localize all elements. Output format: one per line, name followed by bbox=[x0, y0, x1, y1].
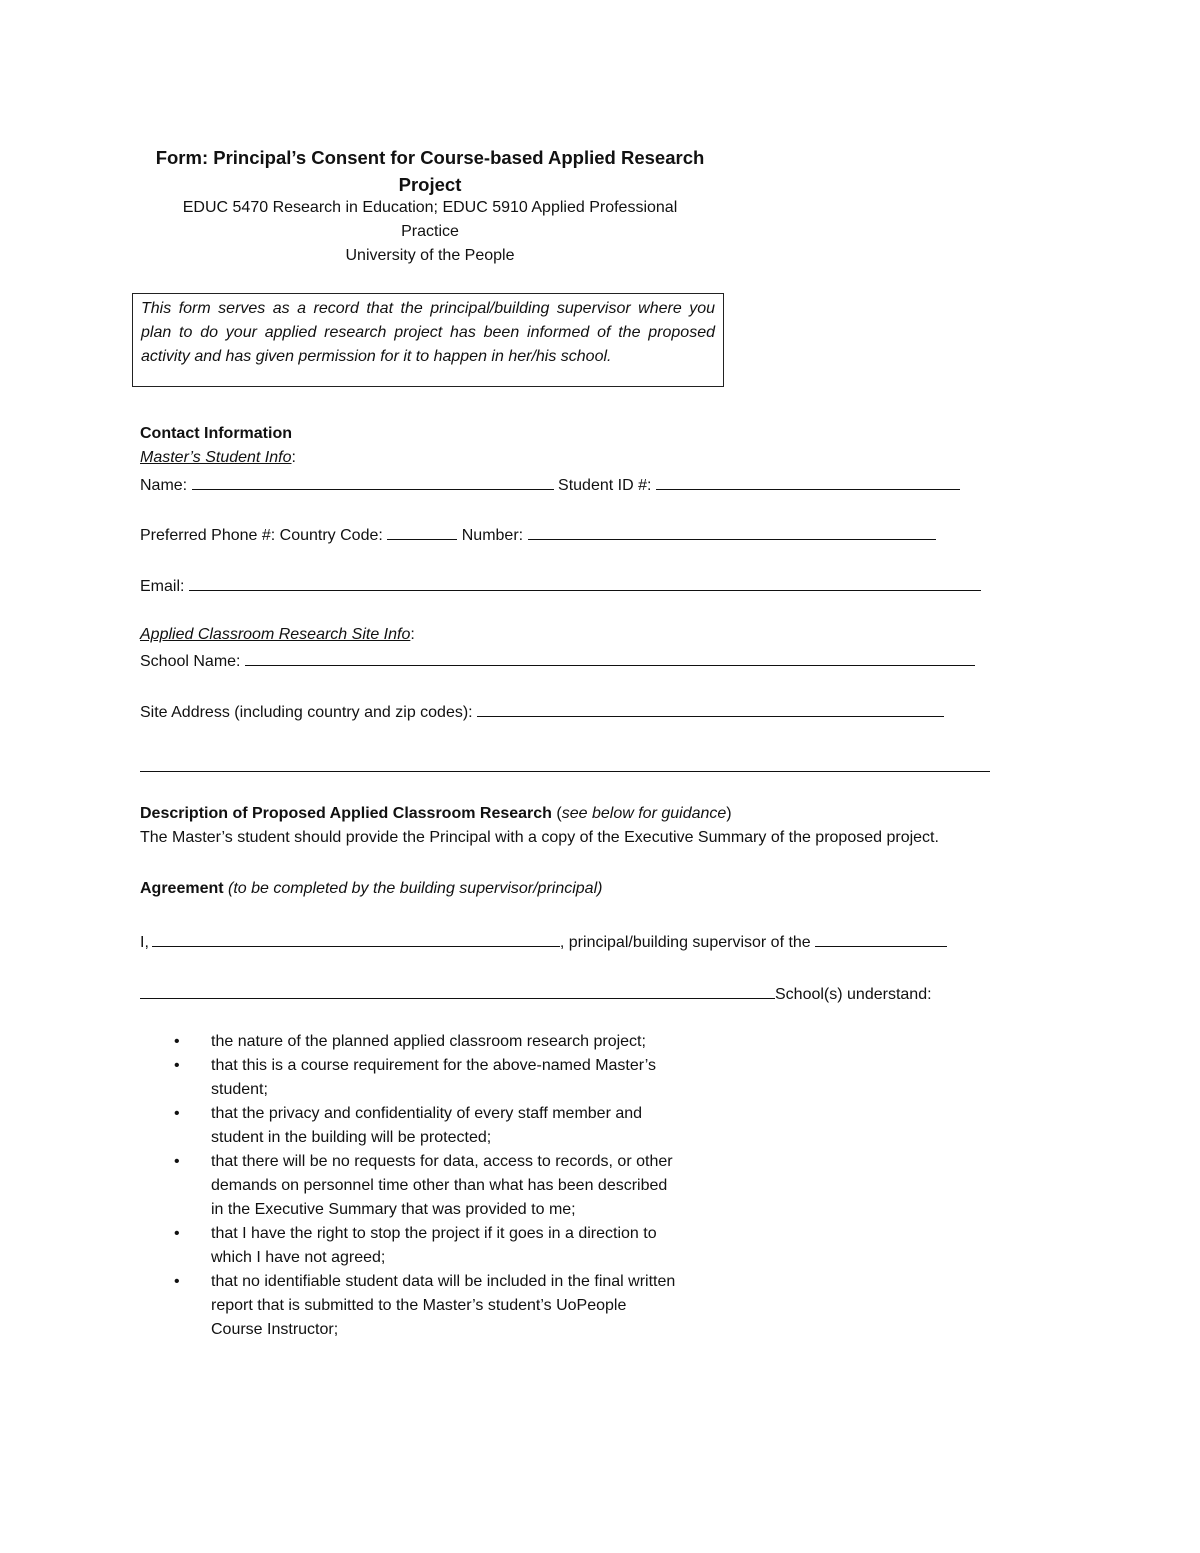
site-address-field[interactable] bbox=[477, 698, 944, 717]
agreement-item-text: that the privacy and confidentiality of every staff member and student in the building will be protected; bbox=[211, 1105, 643, 1146]
principal-label: , principal/building supervisor of the bbox=[559, 934, 811, 951]
agreement-list bbox=[140, 1030, 680, 1342]
agreement-heading: Agreement bbox=[140, 880, 224, 897]
phone-number-field[interactable] bbox=[528, 521, 936, 540]
agreement-item-text: that there will be no requests for data, access to records, or other demands on personnel time other than what has been described in the Executive Summary that was provided to me; bbox=[211, 1153, 673, 1218]
student-info-label: Master’s Student Info bbox=[140, 449, 292, 466]
school-field-part-2[interactable] bbox=[140, 980, 775, 999]
bullet-icon: • bbox=[174, 1273, 180, 1290]
site-address-label: Site Address (including country and zip codes): bbox=[140, 704, 473, 721]
bullet-icon: • bbox=[174, 1105, 180, 1122]
university-name: University of the People bbox=[345, 247, 515, 264]
agreement-item-text: the nature of the planned applied classroom research project; bbox=[211, 1033, 646, 1050]
guidance-note: see below for guidance bbox=[561, 805, 727, 822]
country-code-field[interactable] bbox=[387, 521, 457, 540]
agreement-item-text: that this is a course requirement for the above-named Master’s student; bbox=[211, 1057, 656, 1098]
bullet-icon: • bbox=[174, 1153, 180, 1170]
description-text: The Master’s student should provide the Principal with a copy of the Executive Summary of the proposed project. bbox=[140, 829, 939, 846]
bullet-icon: • bbox=[174, 1057, 180, 1074]
phone-row bbox=[140, 521, 936, 548]
email-field[interactable] bbox=[189, 572, 981, 591]
agreement-list-item bbox=[140, 1030, 680, 1054]
school-understand-label: School(s) understand: bbox=[775, 986, 932, 1003]
principal-row bbox=[140, 928, 947, 955]
intro-notice-box bbox=[132, 293, 724, 387]
form-subtitle bbox=[140, 196, 720, 268]
agreement-item-text: that no identifiable student data will be included in the final written report that is submitted to the Master’s student’s UoPeople Course Instructor; bbox=[211, 1273, 676, 1338]
bullet-icon: • bbox=[174, 1225, 180, 1242]
school-field-part-1[interactable] bbox=[815, 928, 947, 947]
country-code-label: Country Code: bbox=[279, 527, 383, 544]
name-row bbox=[140, 471, 960, 498]
school-name-label: School Name: bbox=[140, 653, 241, 670]
site-address-field-line-2[interactable] bbox=[140, 771, 990, 772]
agreement-list-item bbox=[140, 1270, 680, 1342]
contact-heading: Contact Information bbox=[140, 425, 292, 442]
school-name-field[interactable] bbox=[245, 647, 975, 666]
form-title bbox=[140, 144, 720, 198]
phone-label: Preferred Phone #: bbox=[140, 527, 276, 544]
description-heading-row: Description of Proposed Applied Classroom Research (see below for guidance) bbox=[140, 805, 732, 822]
bullet-icon: • bbox=[174, 1033, 180, 1050]
site-address-row bbox=[140, 698, 944, 725]
name-label: Name: bbox=[140, 477, 188, 494]
agreement-list-item bbox=[140, 1222, 680, 1270]
school-understand-row bbox=[140, 980, 932, 1007]
description-heading: Description of Proposed Applied Classroom Research bbox=[140, 805, 552, 822]
i-label: I, bbox=[140, 934, 149, 951]
agreement-note: to be completed by the building supervisor/principal bbox=[233, 880, 598, 897]
agreement-item-text: that I have the right to stop the project if it goes in a direction to which I have not agreed; bbox=[211, 1225, 657, 1266]
form-title-line-2: Project bbox=[398, 174, 462, 195]
student-id-field[interactable] bbox=[656, 471, 960, 490]
school-name-row bbox=[140, 647, 975, 674]
form-title-line-1: Form: Principal’s Consent for Course-based Applied Research bbox=[155, 147, 705, 168]
name-field[interactable] bbox=[192, 471, 554, 490]
student-id-label: Student ID #: bbox=[558, 477, 652, 494]
agreement-heading-row: Agreement (to be completed by the building supervisor/principal) bbox=[140, 880, 603, 897]
agreement-list-item bbox=[140, 1054, 680, 1102]
student-info-subheading: Master’s Student Info: bbox=[140, 449, 296, 466]
email-row bbox=[140, 572, 981, 599]
agreement-list-item bbox=[140, 1102, 680, 1150]
number-label: Number: bbox=[461, 527, 524, 544]
email-label: Email: bbox=[140, 578, 185, 595]
intro-notice-text: This form serves as a record that the principal/building supervisor where you plan to do your applied research project has been informed of the proposed activity and has given permission for it to happen in her/his school. bbox=[141, 300, 715, 365]
agreement-list-item bbox=[140, 1150, 680, 1222]
principal-name-field[interactable] bbox=[152, 928, 560, 947]
course-names-line-1: EDUC 5470 Research in Education; EDUC 5910 Applied Professional bbox=[182, 199, 678, 216]
site-info-label: Applied Classroom Research Site Info bbox=[140, 626, 411, 643]
site-info-subheading: Applied Classroom Research Site Info: bbox=[140, 626, 415, 643]
course-names-line-2: Practice bbox=[401, 223, 459, 240]
